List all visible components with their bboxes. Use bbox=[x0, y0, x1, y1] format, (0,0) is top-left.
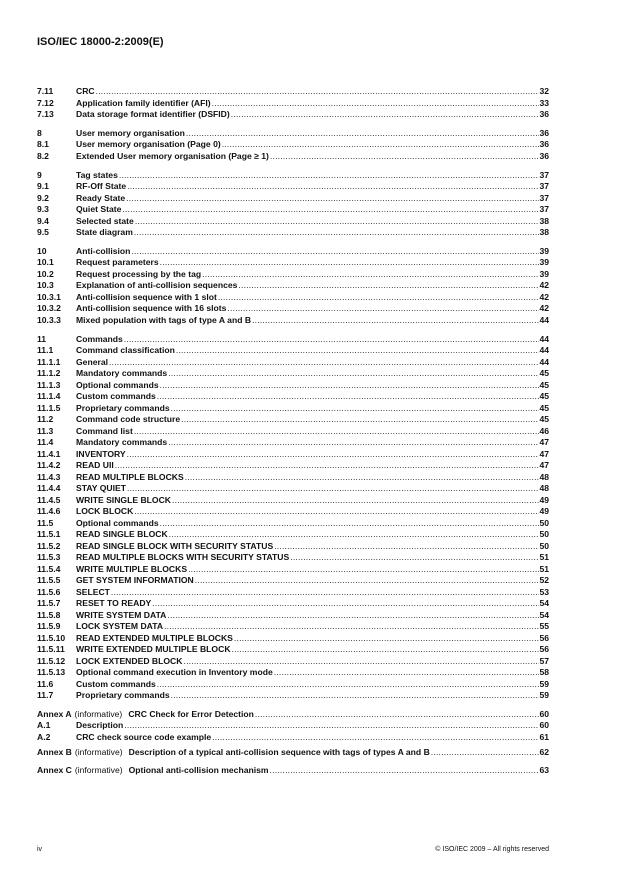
dot-leader bbox=[167, 368, 539, 380]
dot-leader bbox=[166, 610, 539, 622]
section-number: 11.4.2 bbox=[37, 460, 61, 471]
section-title: WRITE SYSTEM DATA bbox=[76, 609, 167, 620]
section-number: 9.3 bbox=[37, 204, 49, 215]
dot-leader bbox=[269, 762, 540, 780]
dot-leader bbox=[273, 541, 539, 553]
section-number: 11.3 bbox=[37, 425, 54, 436]
section-number: 11.5.8 bbox=[37, 609, 61, 620]
page-number: 52 bbox=[539, 575, 549, 586]
section-title: SELECT bbox=[76, 586, 110, 597]
toc-entry[interactable] bbox=[37, 227, 549, 239]
dot-leader bbox=[184, 472, 540, 484]
page-number: 44 bbox=[539, 333, 549, 344]
dot-leader bbox=[159, 257, 540, 269]
dot-leader bbox=[211, 732, 539, 744]
page-number: 54 bbox=[539, 609, 549, 620]
page-number: 38 bbox=[539, 215, 549, 226]
dot-leader bbox=[130, 246, 539, 258]
dot-leader bbox=[167, 437, 539, 449]
section-number: 11.1.3 bbox=[37, 379, 61, 390]
page-number: 45 bbox=[539, 368, 549, 379]
section-number: A.1 bbox=[37, 720, 51, 731]
annex-entry[interactable] bbox=[37, 762, 549, 780]
section-title: READ EXTENDED MULTIPLE BLOCKS bbox=[76, 632, 233, 643]
section-title: READ UII bbox=[76, 460, 114, 471]
dot-leader bbox=[175, 345, 540, 357]
dot-leader bbox=[237, 280, 539, 292]
section-title: WRITE EXTENDED MULTIPLE BLOCK bbox=[76, 644, 231, 655]
section-number: 11.5.7 bbox=[37, 598, 61, 609]
dot-leader bbox=[118, 170, 540, 182]
section-number: 11.4 bbox=[37, 437, 54, 448]
toc-entry[interactable] bbox=[37, 633, 549, 645]
section-title: Anti-collision sequence with 1 slot bbox=[76, 291, 217, 302]
section-title: READ MULTIPLE BLOCKS bbox=[76, 471, 184, 482]
toc-entry[interactable] bbox=[37, 690, 549, 702]
section-number: 11 bbox=[37, 333, 47, 344]
annex-title: CRC Check for Error Detection bbox=[128, 708, 254, 719]
toc-entry[interactable] bbox=[37, 269, 549, 281]
page-number: 56 bbox=[539, 644, 549, 655]
section-number: 11.4.6 bbox=[37, 506, 61, 517]
section-title: Command code structure bbox=[76, 414, 181, 425]
section-title: General bbox=[76, 356, 109, 367]
page-number: 39 bbox=[539, 268, 549, 279]
section-title: RESET TO READY bbox=[76, 598, 152, 609]
section-title: Mandatory commands bbox=[76, 368, 168, 379]
section-number: 11.5.1 bbox=[37, 529, 61, 540]
section-number: 8 bbox=[37, 127, 42, 138]
page-number: 50 bbox=[539, 529, 549, 540]
toc-group bbox=[37, 246, 549, 327]
section-title: Optional commands bbox=[76, 517, 159, 528]
dot-leader bbox=[156, 679, 540, 691]
section-title: Anti-collision bbox=[76, 245, 131, 256]
page-number: 47 bbox=[539, 448, 549, 459]
dot-leader bbox=[110, 587, 540, 599]
section-number: 10.2 bbox=[37, 268, 54, 279]
section-number: 11.4.4 bbox=[37, 483, 61, 494]
dot-leader bbox=[273, 667, 540, 679]
section-number: 11.7 bbox=[37, 690, 54, 701]
toc-entry[interactable] bbox=[37, 280, 549, 292]
section-title: READ SINGLE BLOCK bbox=[76, 529, 168, 540]
toc-entry[interactable] bbox=[37, 216, 549, 228]
toc-entry[interactable] bbox=[37, 449, 549, 461]
section-title: Request parameters bbox=[76, 257, 159, 268]
dot-leader bbox=[151, 598, 539, 610]
section-number: 10.3 bbox=[37, 280, 54, 291]
section-title: RF-Off State bbox=[76, 181, 127, 192]
page-number: 59 bbox=[539, 678, 549, 689]
toc-entry[interactable] bbox=[37, 656, 549, 668]
dot-leader bbox=[134, 216, 540, 228]
page-number: 48 bbox=[539, 471, 549, 482]
section-title: Anti-collision sequence with 16 slots bbox=[76, 303, 227, 314]
section-number: 11.4.5 bbox=[37, 494, 61, 505]
toc-entry[interactable] bbox=[37, 552, 549, 564]
annex-label: Annex B bbox=[37, 747, 72, 758]
section-title: WRITE MULTIPLE BLOCKS bbox=[76, 563, 188, 574]
dot-leader bbox=[159, 380, 540, 392]
toc-entry[interactable] bbox=[37, 495, 549, 507]
section-title: Commands bbox=[76, 333, 123, 344]
dot-leader bbox=[108, 357, 539, 369]
page-number: 45 bbox=[539, 414, 549, 425]
page-number: 62 bbox=[539, 747, 549, 758]
section-number: 11.5.11 bbox=[37, 644, 65, 655]
section-number: 7.12 bbox=[37, 97, 54, 108]
section-number: 11.5.3 bbox=[37, 552, 61, 563]
toc-entry[interactable] bbox=[37, 193, 549, 205]
section-title: STAY QUIET bbox=[76, 483, 126, 494]
section-title: Request processing by the tag bbox=[76, 268, 202, 279]
page-number: 36 bbox=[539, 150, 549, 161]
page-number: 47 bbox=[539, 437, 549, 448]
section-number: 11.1 bbox=[37, 345, 54, 356]
annex-note: (informative) bbox=[74, 747, 123, 758]
annex-note: (informative) bbox=[74, 764, 123, 775]
section-title: CRC check source code example bbox=[76, 731, 212, 742]
annex-label: Annex A bbox=[37, 708, 72, 719]
dot-leader bbox=[156, 391, 540, 403]
section-number: 10.1 bbox=[37, 257, 54, 268]
page-number: 55 bbox=[539, 621, 549, 632]
dot-leader bbox=[163, 621, 539, 633]
page-number: 51 bbox=[539, 563, 549, 574]
section-title: Extended User memory organisation (Page ≥ 1) bbox=[76, 150, 269, 161]
page-number: 49 bbox=[539, 494, 549, 505]
page-number: 63 bbox=[539, 764, 549, 775]
toc-entry[interactable] bbox=[37, 334, 549, 346]
section-number: 11.4.3 bbox=[37, 471, 61, 482]
toc-entry[interactable] bbox=[37, 667, 549, 679]
page-number: 53 bbox=[539, 586, 549, 597]
section-title: READ MULTIPLE BLOCKS WITH SECURITY STATUS bbox=[76, 552, 290, 563]
section-title: WRITE SINGLE BLOCK bbox=[76, 494, 172, 505]
dot-leader bbox=[187, 564, 539, 576]
section-title: Proprietary commands bbox=[76, 402, 170, 413]
toc-entry[interactable] bbox=[37, 368, 549, 380]
document-header: ISO/IEC 18000-2:2009(E) bbox=[37, 36, 164, 48]
annex-group bbox=[37, 744, 549, 779]
toc-entry[interactable] bbox=[37, 720, 549, 732]
toc-entry[interactable] bbox=[37, 529, 549, 541]
page-number: 45 bbox=[539, 379, 549, 390]
dot-leader bbox=[168, 529, 540, 541]
dot-leader bbox=[114, 460, 540, 472]
dot-leader bbox=[430, 744, 540, 762]
section-number: 11.5.9 bbox=[37, 621, 61, 632]
section-title: READ SINGLE BLOCK WITH SECURITY STATUS bbox=[76, 540, 274, 551]
page-number: 47 bbox=[539, 460, 549, 471]
toc-entry[interactable] bbox=[37, 204, 549, 216]
section-number: 10.3.2 bbox=[37, 303, 61, 314]
dot-leader bbox=[251, 315, 539, 327]
section-number: 11.4.1 bbox=[37, 448, 61, 459]
toc-entry[interactable] bbox=[37, 506, 549, 518]
section-title: State diagram bbox=[76, 227, 133, 238]
dot-leader bbox=[226, 303, 539, 315]
dot-leader bbox=[201, 269, 539, 281]
section-number: 11.1.5 bbox=[37, 402, 61, 413]
dot-leader bbox=[133, 426, 540, 438]
toc-entry[interactable] bbox=[37, 610, 549, 622]
toc-entry[interactable] bbox=[37, 598, 549, 610]
section-number: 8.1 bbox=[37, 139, 49, 150]
dot-leader bbox=[217, 292, 540, 304]
dot-leader bbox=[171, 495, 539, 507]
section-title: Explanation of anti-collision sequences bbox=[76, 280, 238, 291]
section-title: Proprietary commands bbox=[76, 690, 170, 701]
page-number: 42 bbox=[539, 280, 549, 291]
page-number: 60 bbox=[539, 720, 549, 731]
section-title: Optional command execution in Inventory mode bbox=[76, 667, 273, 678]
toc-entry[interactable] bbox=[37, 403, 549, 415]
section-title: User memory organisation bbox=[76, 127, 185, 138]
section-number: 9.1 bbox=[37, 181, 49, 192]
dot-leader bbox=[230, 109, 540, 121]
section-title: Custom commands bbox=[76, 678, 156, 689]
section-number: 11.5.6 bbox=[37, 586, 61, 597]
section-title: Mandatory commands bbox=[76, 437, 168, 448]
dot-leader bbox=[233, 633, 540, 645]
toc-entry[interactable] bbox=[37, 541, 549, 553]
section-number: 11.5.5 bbox=[37, 575, 61, 586]
section-title: GET SYSTEM INFORMATION bbox=[76, 575, 194, 586]
section-number: 11.5.4 bbox=[37, 563, 61, 574]
page-number: 51 bbox=[539, 552, 549, 563]
page-number: 44 bbox=[539, 345, 549, 356]
section-number: 7.11 bbox=[37, 86, 54, 96]
section-number: 8.2 bbox=[37, 150, 49, 161]
page-number: 37 bbox=[539, 181, 549, 192]
section-number: A.2 bbox=[37, 731, 51, 742]
annex-label: Annex C bbox=[37, 764, 72, 775]
section-number: 11.1.1 bbox=[37, 356, 61, 367]
page-number: 48 bbox=[539, 483, 549, 494]
toc-entry[interactable] bbox=[37, 564, 549, 576]
toc-entry[interactable] bbox=[37, 426, 549, 438]
section-number: 11.5 bbox=[37, 517, 54, 528]
dot-leader bbox=[95, 86, 540, 98]
section-title: Selected state bbox=[76, 215, 134, 226]
dot-leader bbox=[231, 644, 540, 656]
copyright-notice: © ISO/IEC 2009 – All rights reserved bbox=[435, 846, 549, 853]
page-number: 36 bbox=[539, 109, 549, 119]
dot-leader bbox=[125, 193, 539, 205]
dot-leader bbox=[133, 506, 539, 518]
toc-group bbox=[37, 86, 549, 121]
toc-entry[interactable] bbox=[37, 679, 549, 691]
toc-entry[interactable] bbox=[37, 357, 549, 369]
dot-leader bbox=[289, 552, 539, 564]
toc-group bbox=[37, 128, 549, 163]
section-number: 11.5.12 bbox=[37, 655, 66, 666]
annex-entry[interactable] bbox=[37, 709, 549, 721]
dot-leader bbox=[121, 204, 539, 216]
dot-leader bbox=[126, 181, 539, 193]
toc-entry[interactable] bbox=[37, 483, 549, 495]
toc-entry[interactable] bbox=[37, 575, 549, 587]
dot-leader bbox=[133, 227, 540, 239]
toc-entry[interactable] bbox=[37, 414, 549, 426]
page-number: 37 bbox=[539, 169, 549, 180]
toc-entry[interactable] bbox=[37, 257, 549, 269]
section-title: Quiet State bbox=[76, 204, 122, 215]
toc-group bbox=[37, 334, 549, 702]
section-number: 9.2 bbox=[37, 192, 49, 203]
section-title: LOCK SYSTEM DATA bbox=[76, 621, 164, 632]
section-title: INVENTORY bbox=[76, 448, 126, 459]
section-title: Optional commands bbox=[76, 379, 159, 390]
section-title: Description bbox=[76, 720, 124, 731]
dot-leader bbox=[182, 656, 539, 668]
annex-a-group bbox=[37, 709, 549, 744]
section-number: 10.3.3 bbox=[37, 314, 61, 325]
toc-entry[interactable] bbox=[37, 437, 549, 449]
page-number: 50 bbox=[539, 540, 549, 551]
section-number: 11.1.2 bbox=[37, 368, 61, 379]
annex-title: Optional anti-collision mechanism bbox=[128, 764, 269, 775]
annex-title: Description of a typical anti-collision sequence with tags of types A and B bbox=[128, 747, 430, 758]
page-footer bbox=[37, 846, 549, 853]
dot-leader bbox=[123, 720, 539, 732]
page-number: 59 bbox=[539, 690, 549, 701]
annex-note: (informative) bbox=[74, 708, 123, 719]
page-number: 38 bbox=[539, 227, 549, 238]
dot-leader bbox=[126, 483, 539, 495]
page-number: 37 bbox=[539, 204, 549, 215]
table-of-contents bbox=[37, 86, 549, 779]
page-number: 44 bbox=[539, 314, 549, 325]
toc-entry[interactable] bbox=[37, 472, 549, 484]
dot-leader bbox=[159, 518, 540, 530]
section-number: 9.4 bbox=[37, 215, 49, 226]
dot-leader bbox=[194, 575, 540, 587]
dot-leader bbox=[211, 98, 540, 110]
section-title: Mixed population with tags of type A and B bbox=[76, 314, 252, 325]
dot-leader bbox=[254, 709, 540, 721]
section-number: 10 bbox=[37, 245, 47, 256]
section-title: Custom commands bbox=[76, 391, 156, 402]
page-number: iv bbox=[37, 846, 43, 853]
dot-leader bbox=[170, 690, 540, 702]
toc-entry[interactable] bbox=[37, 345, 549, 357]
dot-leader bbox=[269, 151, 540, 163]
toc-entry[interactable] bbox=[37, 181, 549, 193]
section-title: Command classification bbox=[76, 345, 175, 356]
page-number: 45 bbox=[539, 391, 549, 402]
toc-entry[interactable] bbox=[37, 315, 549, 327]
section-title: CRC bbox=[76, 86, 95, 96]
page-number: 45 bbox=[539, 402, 549, 413]
dot-leader bbox=[180, 414, 539, 426]
section-number: 11.5.2 bbox=[37, 540, 61, 551]
section-title: Command list bbox=[76, 425, 133, 436]
toc-entry[interactable] bbox=[37, 128, 549, 140]
dot-leader bbox=[185, 128, 540, 140]
section-title: Application family identifier (AFI) bbox=[76, 97, 211, 108]
page-number: 50 bbox=[539, 517, 549, 528]
toc-entry[interactable] bbox=[37, 98, 549, 110]
page-number: 49 bbox=[539, 506, 549, 517]
page-number: 32 bbox=[539, 86, 549, 96]
page-number: 61 bbox=[539, 731, 549, 742]
page-number: 56 bbox=[539, 632, 549, 643]
page-number: 37 bbox=[539, 192, 549, 203]
toc-entry[interactable] bbox=[37, 86, 549, 98]
page-number: 36 bbox=[539, 139, 549, 150]
dot-leader bbox=[170, 403, 540, 415]
toc-entry[interactable] bbox=[37, 587, 549, 599]
page-number: 42 bbox=[539, 303, 549, 314]
toc-entry[interactable] bbox=[37, 460, 549, 472]
toc-entry[interactable] bbox=[37, 621, 549, 633]
toc-entry[interactable] bbox=[37, 246, 549, 258]
section-number: 11.5.10 bbox=[37, 632, 66, 643]
toc-entry[interactable] bbox=[37, 644, 549, 656]
toc-entry[interactable] bbox=[37, 732, 549, 744]
toc-entry[interactable] bbox=[37, 151, 549, 163]
page-number: 39 bbox=[539, 245, 549, 256]
section-number: 10.3.1 bbox=[37, 291, 61, 302]
dot-leader bbox=[221, 139, 540, 151]
toc-entry[interactable] bbox=[37, 139, 549, 151]
page-number: 39 bbox=[539, 257, 549, 268]
toc-entry[interactable] bbox=[37, 292, 549, 304]
toc-entry[interactable] bbox=[37, 109, 549, 121]
section-title: Tag states bbox=[76, 169, 118, 180]
dot-leader bbox=[123, 334, 540, 346]
section-title: User memory organisation (Page 0) bbox=[76, 139, 221, 150]
page-number: 36 bbox=[539, 127, 549, 138]
section-number: 11.5.13 bbox=[37, 667, 66, 678]
page-number: 54 bbox=[539, 598, 549, 609]
section-title: Ready State bbox=[76, 192, 126, 203]
dot-leader bbox=[126, 449, 540, 461]
page-number: 58 bbox=[539, 667, 549, 678]
section-number: 11.6 bbox=[37, 678, 54, 689]
section-title: LOCK EXTENDED BLOCK bbox=[76, 655, 183, 666]
toc-entry[interactable] bbox=[37, 170, 549, 182]
page-number: 44 bbox=[539, 356, 549, 367]
page-number: 60 bbox=[539, 708, 549, 719]
section-title: Data storage format identifier (DSFID) bbox=[76, 109, 230, 119]
toc-entry[interactable] bbox=[37, 303, 549, 315]
page-number: 42 bbox=[539, 291, 549, 302]
toc-entry[interactable] bbox=[37, 518, 549, 530]
section-title: LOCK BLOCK bbox=[76, 506, 134, 517]
toc-entry[interactable] bbox=[37, 380, 549, 392]
annex-entry[interactable] bbox=[37, 744, 549, 762]
page-number: 57 bbox=[539, 655, 549, 666]
toc-group bbox=[37, 170, 549, 239]
toc-entry[interactable] bbox=[37, 391, 549, 403]
section-number: 11.1.4 bbox=[37, 391, 61, 402]
page-number: 33 bbox=[539, 97, 549, 108]
section-number: 7.13 bbox=[37, 109, 54, 119]
section-number: 9 bbox=[37, 169, 42, 180]
page-number: 46 bbox=[539, 425, 549, 436]
section-number: 11.2 bbox=[37, 414, 54, 425]
section-number: 9.5 bbox=[37, 227, 49, 238]
